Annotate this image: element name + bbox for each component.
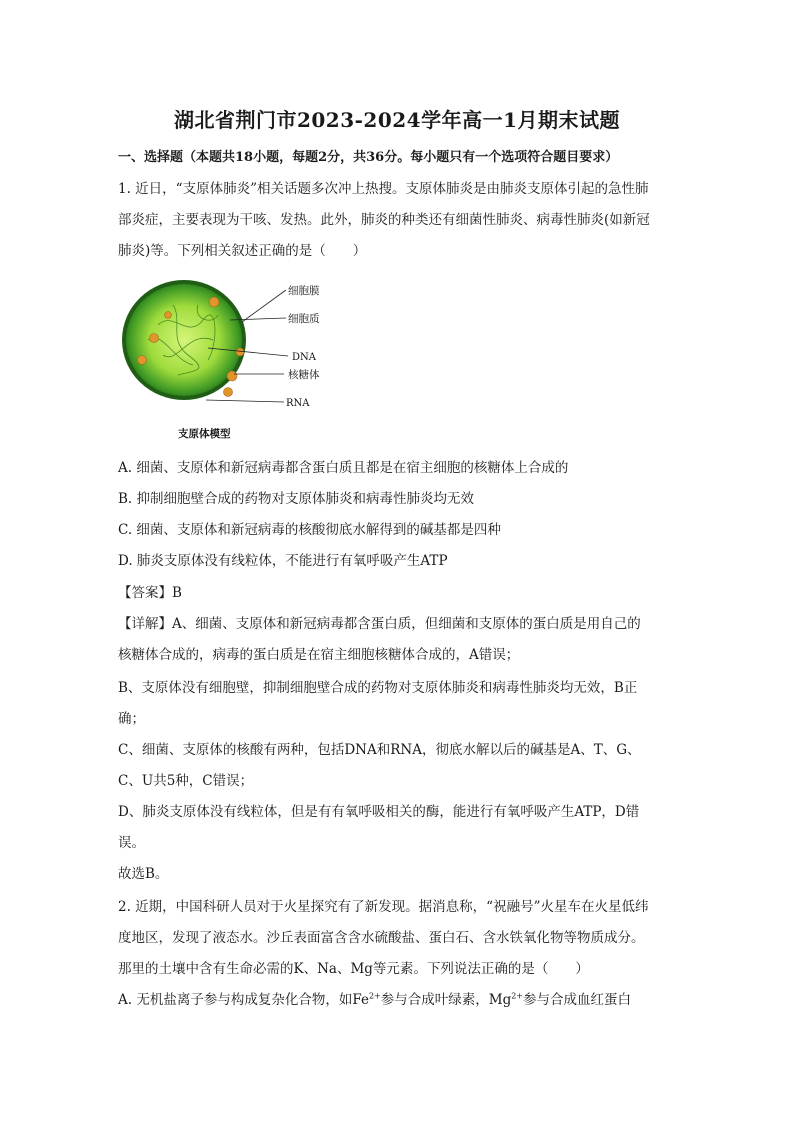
q1-explanation-line: C、U共5种，C错误； — [118, 773, 254, 789]
q1-explanation-line: 【详解】A、细菌、支原体和新冠病毒都含蛋白质，但细菌和支原体的蛋白质是用自己的 — [118, 616, 641, 632]
figure-label-cytoplasm: 细胞质 — [288, 313, 320, 325]
q2-option-a: A. 无机盐离子参与构成复杂化合物，如$Fe^{2+}$参与合成叶绿素，$Mg^{2+}$参与合成血红蛋白 — [118, 991, 632, 1008]
q1-answer: 【答案】B — [118, 585, 182, 601]
cytoplasm-shape — [126, 284, 242, 396]
figure-caption: 支原体模型 — [178, 428, 231, 440]
q2-stem-line: 那里的土壤中含有生命必需的K、Na、Mg等元素。下列说法正确的是（ ） — [118, 961, 589, 977]
q1-option-c: C. 细菌、支原体和新冠病毒的核酸彻底水解得到的碱基都是四种 — [118, 522, 501, 538]
q2-stem-line: 2. 近期，中国科研人员对于火星探究有了新发现。据消息称，“祝融号”火星车在火星低纬 — [118, 899, 649, 915]
q1-explanation-line: 故选B。 — [118, 866, 169, 882]
figure-label-ribosome: 核糖体 — [288, 369, 320, 381]
q1-stem-line: 1. 近日，“支原体肺炎”相关话题多次冲上热搜。支原体肺炎是由肺炎支原体引起的急性肺 — [118, 181, 649, 197]
q1-explanation-line: 误。 — [118, 835, 145, 851]
q1-option-d: D. 肺炎支原体没有线粒体，不能进行有氧呼吸产生ATP — [118, 553, 448, 569]
mycoplasma-model-image — [118, 270, 348, 445]
q1-option-b: B. 抑制细胞壁合成的药物对支原体肺炎和病毒性肺炎均无效 — [118, 491, 475, 507]
q2-stem-line: 度地区，发现了液态水。沙丘表面富含含水硫酸盐、蛋白石、含水铁氧化物等物质成分。 — [118, 930, 645, 946]
q1-option-a: A. 细菌、支原体和新冠病毒都含蛋白质且都是在宿主细胞的核糖体上合成的 — [118, 460, 569, 476]
q1-explanation-line: 核糖体合成的，病毒的蛋白质是在宿主细胞核糖体合成的，A错误； — [118, 647, 520, 663]
q1-stem-line: 肺炎)等。下列相关叙述正确的是（ ） — [118, 243, 367, 259]
page-title: 湖北省荆门市2023-2024学年高一1月期末试题 — [173, 108, 621, 132]
figure-label-rna: RNA — [286, 398, 310, 409]
section-header: 一、选择题（本题共18小题，每题2分，共36分。每小题只有一个选项符合题目要求） — [118, 150, 619, 165]
figure-label-membrane: 细胞膜 — [288, 285, 320, 297]
q1-explanation-line: D、肺炎支原体没有线粒体，但是有有氧呼吸相关的酶，能进行有氧呼吸产生ATP，D错 — [118, 804, 640, 820]
q1-stem-line: 部炎症，主要表现为干咳、发热。此外，肺炎的种类还有细菌性肺炎、病毒性肺炎(如新冠 — [118, 212, 650, 228]
mycoplasma-figure — [118, 270, 348, 445]
q1-explanation-line: B、支原体没有细胞壁，抑制细胞壁合成的药物对支原体肺炎和病毒性肺炎均无效，B正 — [118, 680, 638, 696]
q1-explanation-line: C、细菌、支原体的核酸有两种，包括DNA和RNA，彻底水解以后的碱基是A、T、G、 — [118, 742, 641, 758]
q1-explanation-line: 确； — [118, 711, 145, 727]
figure-label-dna: DNA — [292, 352, 316, 363]
